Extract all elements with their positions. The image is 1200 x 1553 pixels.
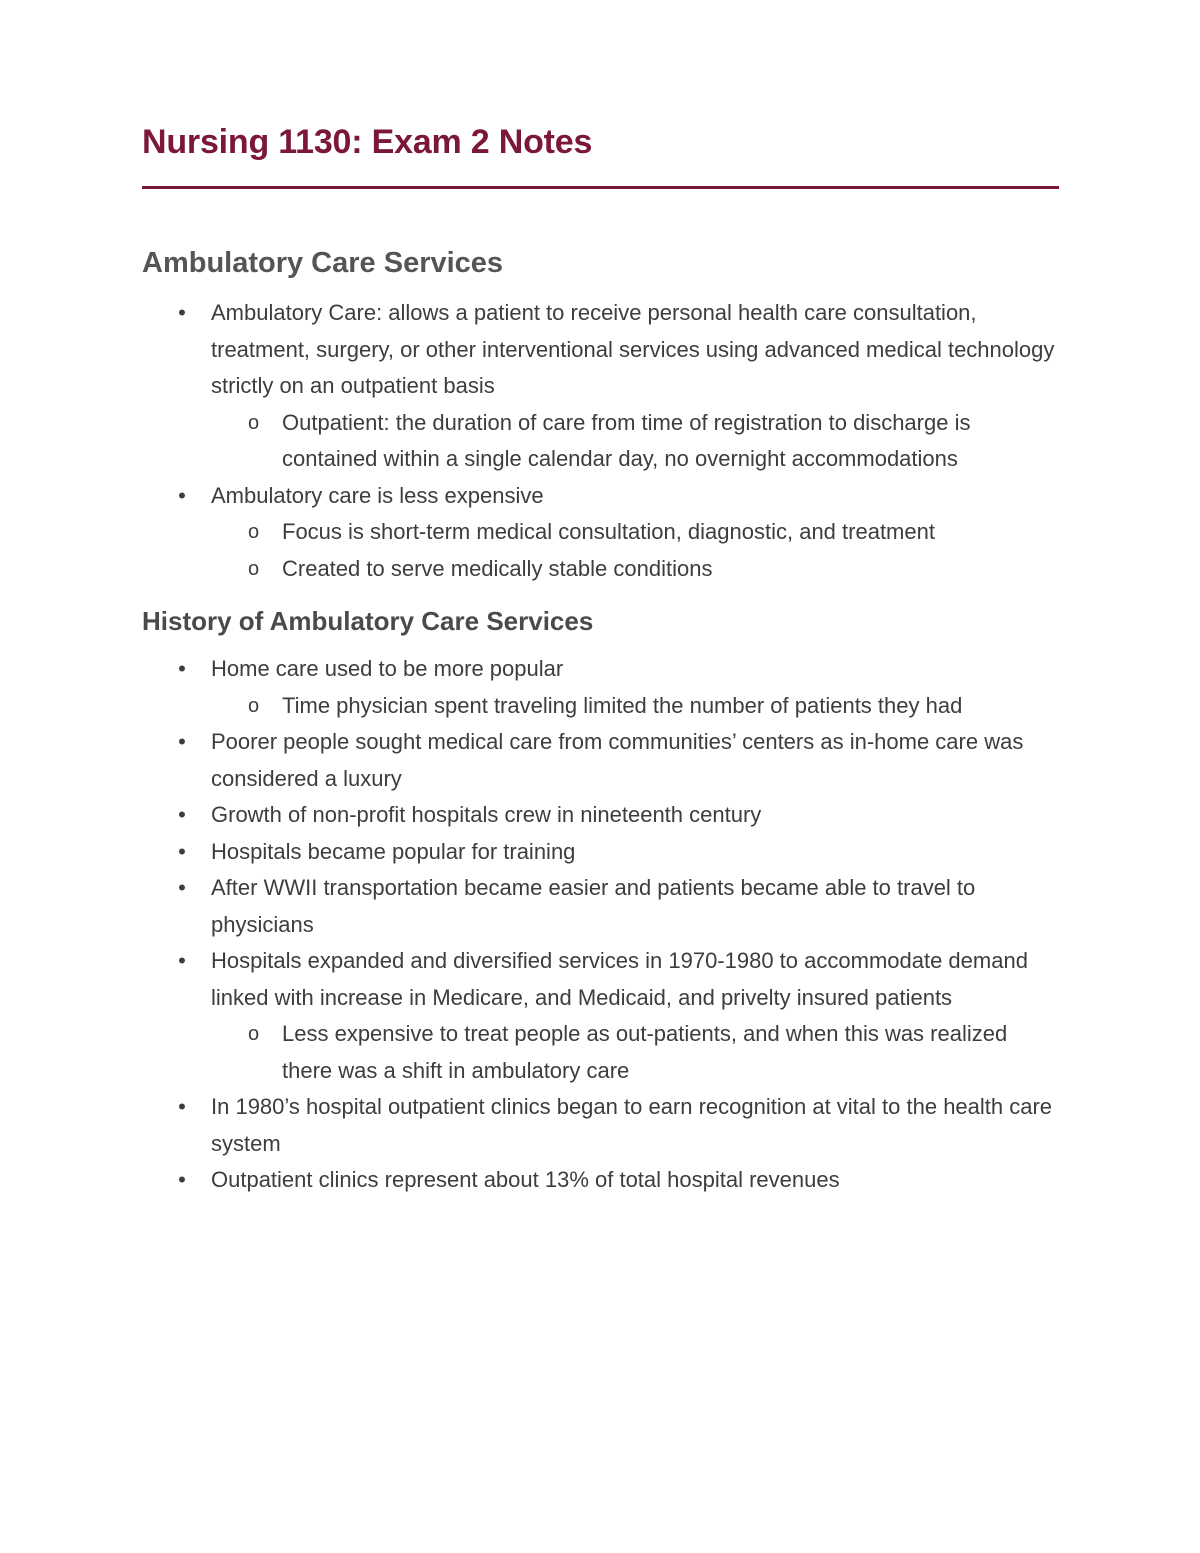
sub-list-item-text: Created to serve medically stable conditions (282, 555, 713, 581)
list-item-text: Growth of non-profit hospitals crew in nineteenth century (211, 802, 762, 827)
bullet-icon: • (178, 656, 186, 681)
bullet-icon: • (178, 1094, 186, 1119)
list-item-text: Ambulatory Care: allows a patient to receive personal health care consultation, treatment, surgery, or other interventional services using advanced medical technology strictly on an outpatient basis (211, 300, 1055, 398)
bullet-icon: • (178, 838, 186, 864)
sub-bullet-icon: o (248, 411, 260, 434)
bullet-icon: • (178, 875, 186, 900)
list-item (142, 1089, 1060, 1162)
history-list (142, 651, 1060, 1199)
list-item-text: In 1980’s hospital outpatient clinics began to earn recognition at vital to the health care system (211, 1094, 1053, 1156)
bullet-icon: • (178, 802, 186, 827)
sub-list-item (142, 551, 1060, 588)
list-item (142, 1162, 1060, 1199)
sub-bullet-icon: o (248, 694, 260, 717)
title-underline-rule (142, 186, 1059, 189)
bullet-icon: • (178, 300, 186, 325)
sub-list-item-text: Outpatient: the duration of care from time of registration to discharge is contained within a single calendar day, no overnight accommodations (282, 409, 971, 471)
sub-list-item (142, 514, 1060, 551)
document-title: Nursing 1130: Exam 2 Notes (142, 123, 593, 161)
list-item-text: Ambulatory care is less expensive (211, 482, 544, 508)
sub-list-item (142, 1016, 1060, 1089)
list-item (142, 651, 1060, 688)
list-item-text: Hospitals became popular for training (211, 838, 576, 864)
sub-list-item-text: Focus is short-term medical consultation, diagnostic, and treatment (282, 519, 935, 544)
list-item (142, 478, 1060, 515)
document-page (142, 118, 1060, 1199)
section-heading-ambulatory-care: Ambulatory Care Services (142, 247, 504, 279)
sub-bullet-icon: o (248, 557, 260, 580)
bullet-icon: • (178, 1167, 186, 1192)
sub-list-item (142, 405, 1060, 478)
bullet-icon: • (178, 729, 186, 754)
bullet-icon: • (178, 948, 186, 973)
list-item (142, 870, 1060, 943)
list-item (142, 943, 1060, 1016)
list-item (142, 724, 1060, 797)
sub-list-item-text: Less expensive to treat people as out-patients, and when this was realized there was a shift in ambulatory care (282, 1021, 1008, 1083)
list-item-text: Home care used to be more popular (211, 656, 564, 681)
sub-list-item (142, 688, 1060, 725)
list-item-text: Poorer people sought medical care from communities’ centers as in-home care was considered a luxury (211, 729, 1024, 791)
list-item-text: Hospitals expanded and diversified services in 1970-1980 to accommodate demand linked with increase in Medicare, and Medicaid, and privelty insured patients (211, 948, 1028, 1010)
list-item (142, 295, 1060, 405)
sub-bullet-icon: o (248, 1023, 260, 1045)
list-item-text: After WWII transportation became easier and patients became able to travel to physicians (211, 875, 976, 937)
sub-bullet-icon: o (248, 521, 260, 543)
bullet-icon: • (178, 482, 186, 508)
ambulatory-care-list (142, 295, 1060, 587)
list-item (142, 797, 1060, 834)
list-item (142, 834, 1060, 871)
list-item-text: Outpatient clinics represent about 13% of total hospital revenues (211, 1167, 840, 1192)
sub-list-item-text: Time physician spent traveling limited the number of patients they had (282, 692, 963, 718)
section-heading-history: History of Ambulatory Care Services (142, 606, 594, 636)
